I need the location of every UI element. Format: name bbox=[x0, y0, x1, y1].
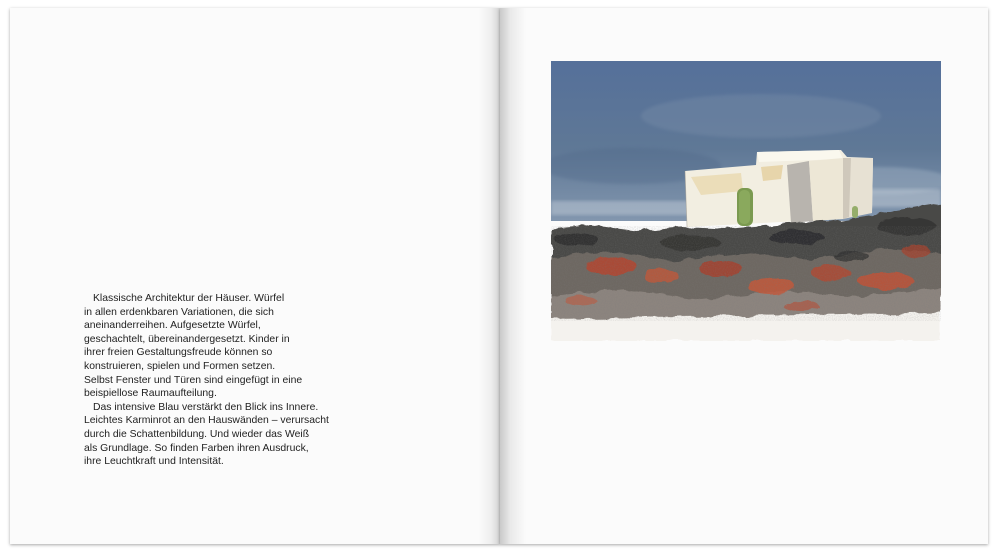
text-line: konstruieren, spielen und Formen setzen. bbox=[84, 360, 276, 372]
body-text bbox=[84, 292, 384, 469]
text-line: in allen erdenkbaren Variationen, die sich bbox=[84, 306, 274, 318]
text-line: als Grundlage. So finden Farben ihren Ausdruck, bbox=[84, 442, 309, 454]
text-line: Klassische Architektur der Häuser. Würfel bbox=[93, 293, 285, 304]
speckle-texture bbox=[551, 226, 941, 321]
text-line: beispiellose Raumaufteilung. bbox=[84, 388, 217, 400]
watercolor-illustration bbox=[551, 61, 941, 341]
gutter-shadow bbox=[478, 8, 500, 544]
text-line: Das intensive Blau verstärkt den Blick ins Innere. bbox=[93, 401, 319, 413]
text-line: durch die Schattenbildung. Und wieder das Weiß bbox=[84, 428, 310, 440]
gutter-shadow bbox=[500, 8, 526, 544]
text-line: Leichtes Karminrot an den Hauswänden – verursacht bbox=[84, 415, 329, 427]
text-line: geschachtelt, übereinandergesetzt. Kinder in bbox=[84, 333, 290, 345]
text-line: ihrer freien Gestaltungsfreude können so bbox=[84, 347, 273, 359]
text-line: Selbst Fenster und Türen sind eingefügt in eine bbox=[84, 374, 303, 386]
text-line: ihre Leuchtkraft und Intensität. bbox=[84, 456, 224, 468]
text-line: aneinanderreihen. Aufgesetzte Würfel, bbox=[84, 320, 261, 332]
